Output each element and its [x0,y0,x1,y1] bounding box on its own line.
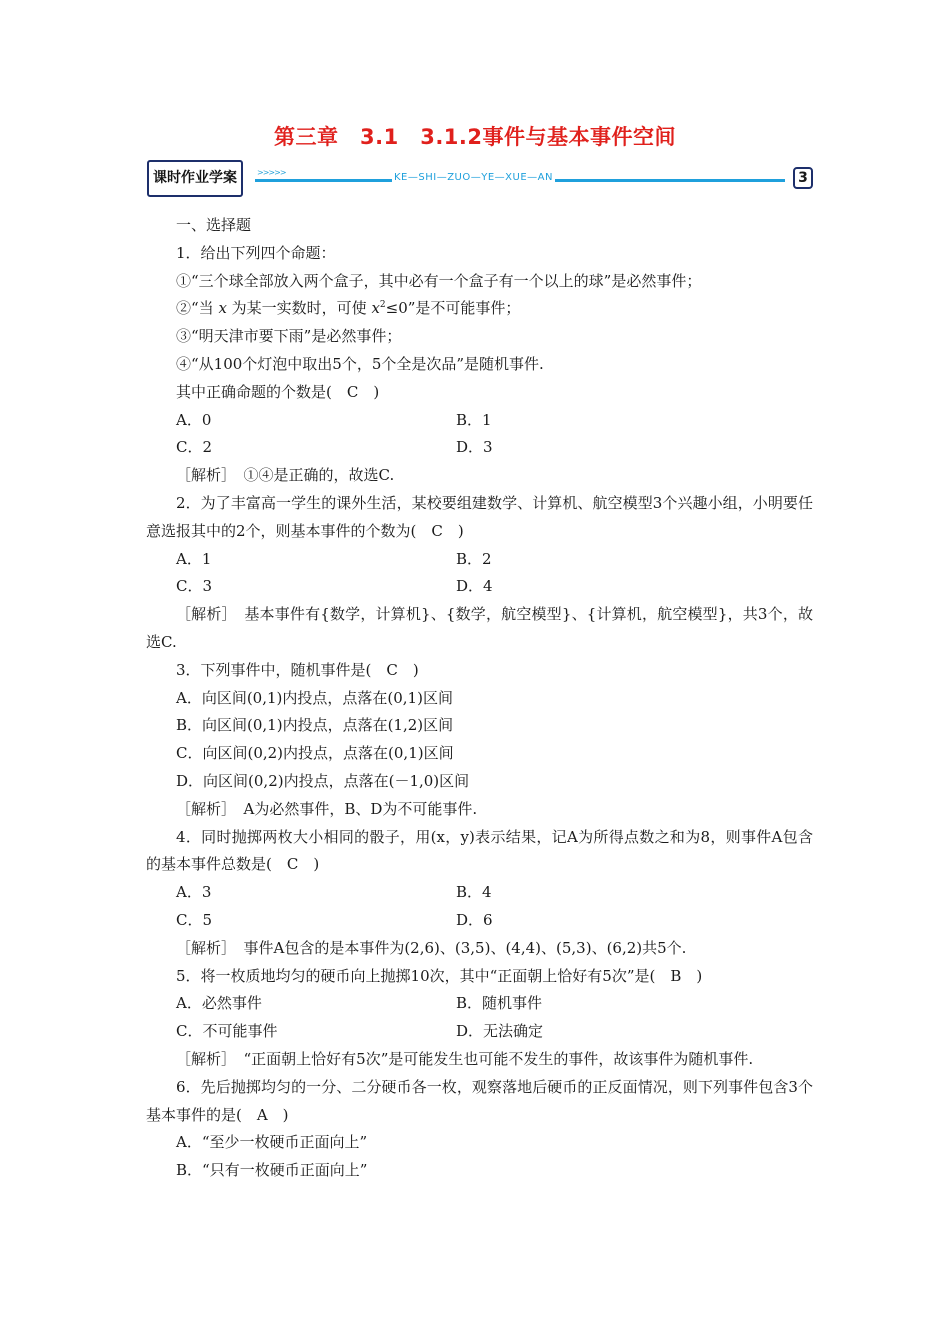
q1-s2-exp: 2 [379,300,386,311]
option-b: B．1 [456,410,492,429]
option-a: A．1 [176,549,212,568]
option-d: D．无法确定 [456,1022,544,1041]
q1-ask: 其中正确命题的个数是( C ) [176,382,380,401]
q2-options-row [146,546,813,574]
q3-stem: 3．下列事件中，随机事件是( C ) [176,660,419,679]
q4-stem: 4．同时抛掷两枚大小相同的骰子，用(x，y)表示结果，记A为所得点数之和为8，则事件A包含的基本事件总数是( C ) [146,827,813,874]
section-heading: 一、选择题 [176,216,252,234]
q1-s2-part: ≤0”是不可能事件； [385,299,521,318]
q1-options-row [146,434,813,462]
q1-s2-var: x [371,299,380,318]
option-c: C．5 [176,910,213,929]
banner-label: 课时作业学案 [147,160,243,197]
option-c: C．向区间(0,2)内投点，点落在(0,1)区间 [176,744,454,763]
option-a: A．0 [176,410,212,429]
section-banner [147,160,815,200]
option-c: C．不可能事件 [176,1022,278,1041]
q2-stem: 2．为了丰富高一学生的课外生活，某校要组建数学、计算机、航空模型3个兴趣小组，小明要任意选报其中的2个，则基本事件的个数为( C ) [146,493,813,540]
banner-arrows: >>>>> [257,168,286,177]
q6-stem: 6．先后抛掷均匀的一分、二分硬币各一枚，观察落地后硬币的正反面情况，则下列事件包含3个基本事件的是( A ) [146,1077,813,1124]
q2-options-row [146,573,813,601]
option-d: D．向区间(0,2)内投点，点落在(－1,0)区间 [176,771,470,790]
q1-statement-2 [146,295,813,323]
q1-s2-part: ②“当 [176,299,219,318]
option-d: D．6 [456,910,493,929]
q1-analysis: ［解析］ ①④是正确的，故选C. [176,466,395,485]
banner-pinyin: KE—SHI—ZUO—YE—XUE—AN [394,172,553,183]
option-a: A．“至少一枚硬币正面向上” [176,1133,368,1152]
option-b: B．“只有一枚硬币正面向上” [176,1161,368,1180]
q3-analysis: ［解析］ A为必然事件，B、D为不可能事件. [176,799,478,818]
option-a: A．向区间(0,1)内投点，点落在(0,1)区间 [176,688,453,707]
option-b: B．向区间(0,1)内投点，点落在(1,2)区间 [176,716,454,735]
q5-stem: 5．将一枚质地均匀的硬币向上抛掷10次，其中“正面朝上恰好有5次”是( B ) [176,966,703,985]
option-c: C．2 [176,438,213,457]
q5-options-row [146,1018,813,1046]
q1-statement-4: ④“从100个灯泡中取出5个，5个全是次品”是随机事件. [176,354,544,373]
q1-stem: 1．给出下列四个命题： [176,243,336,262]
option-b: B．随机事件 [456,994,543,1013]
q1-statement-1: ①“三个球全部放入两个盒子，其中必有一个盒子有一个以上的球”是必然事件； [176,271,702,290]
q2-analysis: ［解析］ 基本事件有{数学，计算机}、{数学，航空模型}、{计算机，航空模型}，共3个，故选C. [146,605,813,651]
question-content [146,212,813,1185]
option-d: D．3 [456,438,493,457]
q4-options-row [146,879,813,907]
q1-options-row [146,407,813,435]
option-b: B．4 [456,883,492,902]
q5-options-row [146,990,813,1018]
option-c: C．3 [176,577,213,596]
q1-statement-3: ③“明天津市要下雨”是必然事件； [176,327,402,346]
q4-options-row [146,907,813,935]
q1-s2-var: x [218,299,227,318]
option-d: D．4 [456,577,493,596]
option-a: A．必然事件 [176,994,262,1013]
page-title: 第三章 3.1 3.1.2事件与基本事件空间 [274,125,676,149]
q1-s2-part: 为某一实数时，可使 [226,299,372,318]
option-b: B．2 [456,549,492,568]
q5-analysis: ［解析］ “正面朝上恰好有5次”是可能发生也可能不发生的事件，故该事件为随机事件. [176,1049,754,1068]
banner-page-number: 3 [793,167,813,189]
option-a: A．3 [176,883,212,902]
q4-analysis: ［解析］ 事件A包含的是本事件为(2,6)、(3,5)、(4,4)、(5,3)、(6,2)共5个. [176,938,687,957]
